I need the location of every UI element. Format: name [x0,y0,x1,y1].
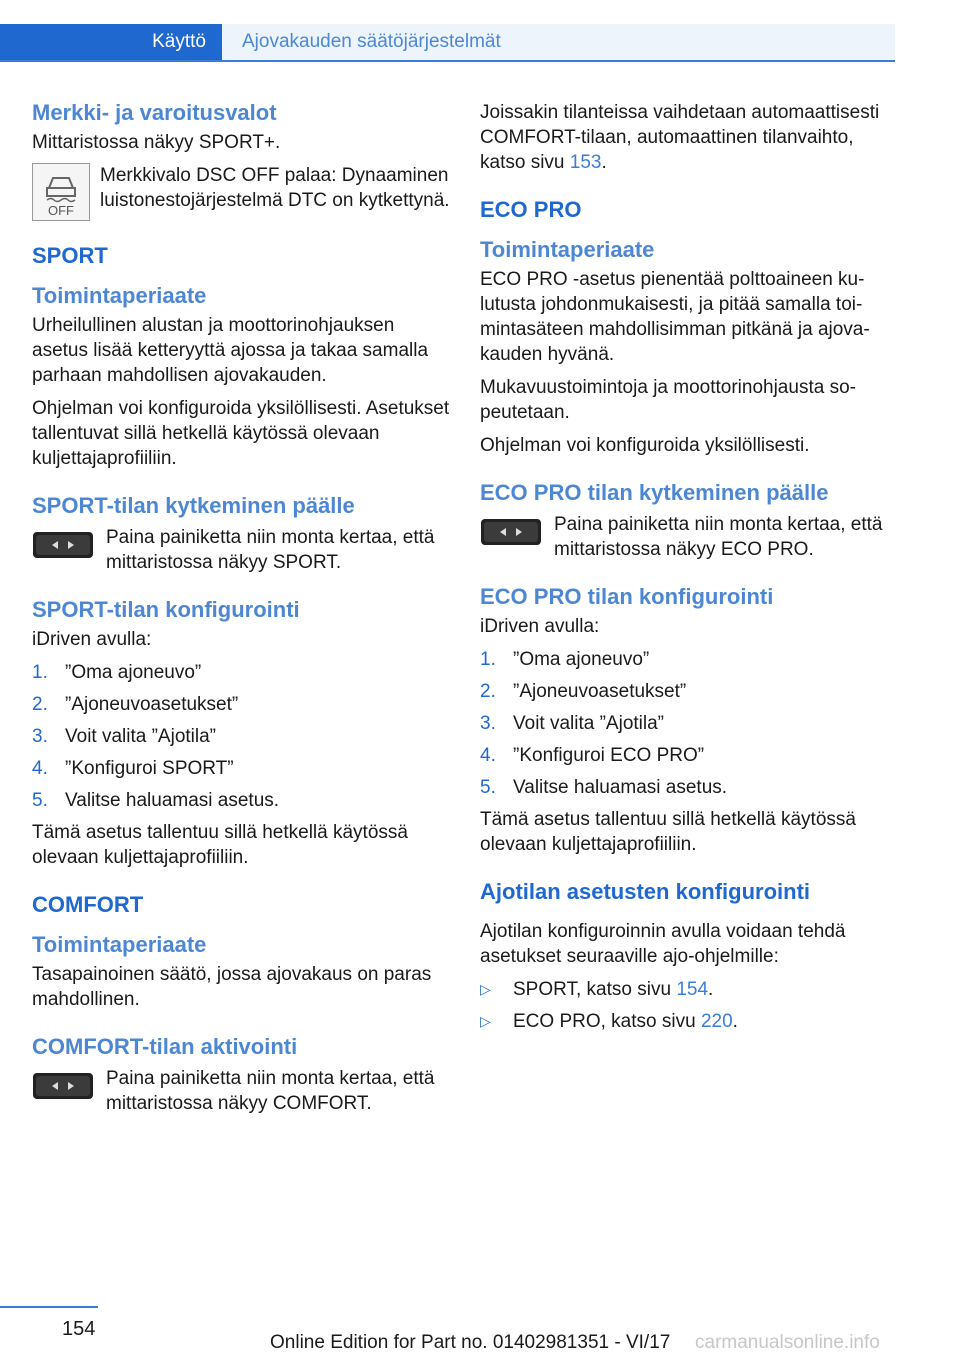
sport-config-heading: SPORT-tilan konfigurointi [32,597,300,622]
list-item: ▷ ECO PRO, katso sivu 220. [480,1011,738,1032]
eco-on-heading: ECO PRO tilan kytkeminen päälle [480,480,829,505]
page-link-220[interactable]: 220 [700,1011,733,1032]
list-item: 2. ”Ajoneuvoasetukset” [480,681,687,702]
eco-paragraph-3: Ohjelman voi konfiguroida yksilöllisesti. [480,435,810,456]
left-column [32,100,452,1138]
eco-config-note: Tämä asetus tallentuu sillä hetkellä käytössä olevaan kuljettajaprofiiliin. [480,809,856,855]
list-item: 1. ”Oma ajoneuvo” [32,662,202,683]
dsc-off-description: Merkkivalo DSC OFF palaa: Dynaaminen luistonestojärjestelmä DTC on kytkettynä. [100,165,450,211]
page-link-154[interactable]: 154 [676,979,709,1000]
sport-principle-heading: Toimintaperiaate [32,283,207,308]
auto-comfort-paragraph: Joissakin tilanteissa vaihdetaan automaattisesti COMFORT-tilaan, automaattinen tilanvaihto, katso sivu 153. [480,102,880,173]
eco-on-text: Paina painiketta niin monta kertaa, että mittaristossa näkyy ECO PRO. [554,514,883,560]
drive-config-intro: Ajotilan konfiguroinnin avulla voidaan tehdä asetukset seuraaville ajo-ohjelmille: [480,921,846,967]
sport-config-intro: iDriven avulla: [32,629,152,650]
triangle-bullet-icon: ▷ [480,981,491,997]
eco-principle-heading: Toimintaperiaate [480,237,655,262]
edition-text: Online Edition for Part no. 01402981351 - VI/17 [270,1332,671,1353]
list-item: ▷ SPORT, katso sivu 154. [480,979,714,1000]
list-item: 5. Valitse haluamasi asetus. [32,790,280,811]
list-item: 2. ”Ajoneuvoasetukset” [32,694,239,715]
dsc-off-row [32,163,452,221]
sport-config-note: Tämä asetus tallentuu sillä hetkellä käytössä olevaan kuljettajaprofiiliin. [32,822,408,868]
list-item: 3. Voit valita ”Ajotila” [480,713,665,734]
drive-config-heading: Ajotilan asetusten konfigurointi [480,879,811,904]
eco-on-row [480,512,900,562]
chapter-tab[interactable]: Käyttö [0,24,222,60]
list-item: 3. Voit valita ”Ajotila” [32,726,217,747]
sport-steps-list [32,660,452,813]
eco-config-heading: ECO PRO tilan konfigurointi [480,584,774,609]
triangle-bullet-icon: ▷ [480,1013,491,1029]
eco-config-intro: iDriven avulla: [480,616,600,637]
eco-steps-list [480,647,900,800]
drive-mode-button-icon [480,515,542,549]
comfort-on-text: Paina painiketta niin monta kertaa, että mittaristossa näkyy COMFORT. [106,1068,435,1114]
svg-text:OFF: OFF [48,203,74,218]
list-item: 5. Valitse haluamasi asetus. [480,777,728,798]
list-item: 1. ”Oma ajoneuvo” [480,649,650,670]
page-header [0,24,895,62]
sport-paragraph-2: Ohjelman voi konfiguroida yksilöllisesti. Asetukset tallentuvat sillä hetkellä käytössä olevaan kuljettajaprofiiliin. [32,398,450,469]
watermark: carmanualsonline.info [695,1332,880,1353]
comfort-on-heading: COMFORT-tilan aktivointi [32,1034,298,1059]
dsc-off-icon [32,163,90,221]
sport-on-row [32,525,452,575]
sport-paragraph-1: Urheilullinen alustan ja moottorinohjauksen asetus lisää ketteryyttä ajossa ja takaa samalla parhaan mahdollisen ajovakauden. [32,315,429,386]
drive-programs-list [480,977,900,1034]
eco-pro-heading: ECO PRO [480,197,582,222]
sport-plus-text: Mittaristossa näkyy SPORT+. [32,132,281,153]
section-tab[interactable]: Ajovakauden säätöjärjestelmät [222,24,895,60]
drive-mode-button-icon [32,528,94,562]
list-item: 4. ”Konfiguroi SPORT” [32,758,234,779]
list-item: 4. ”Konfiguroi ECO PRO” [480,745,705,766]
warning-lights-heading: Merkki- ja varoitusvalot [32,100,277,125]
comfort-heading: COMFORT [32,892,144,917]
sport-on-heading: SPORT-tilan kytkeminen päälle [32,493,355,518]
page-number: 154 [62,1318,96,1340]
comfort-principle-heading: Toimintaperiaate [32,932,207,957]
sport-on-text: Paina painiketta niin monta kertaa, että mittaristossa näkyy SPORT. [106,527,435,573]
eco-paragraph-1: ECO PRO -asetus pienentää polttoaineen kulutusta johdonmukaisesti, ja pitää samalla toimintasäteen mahdollisimman pitkänä ja ajovakauden hyvänä. [480,269,870,365]
comfort-on-row [32,1066,452,1116]
right-column [480,100,900,1041]
comfort-paragraph: Tasapainoinen säätö, jossa ajovakaus on paras mahdollinen. [32,964,432,1010]
footer-divider [0,1306,98,1308]
sport-heading: SPORT [32,243,108,268]
drive-mode-button-icon [32,1069,94,1103]
page-link-153[interactable]: 153 [569,152,602,173]
eco-paragraph-2: Mukavuustoimintoja ja moottorinohjausta sopeutetaan. [480,377,856,423]
